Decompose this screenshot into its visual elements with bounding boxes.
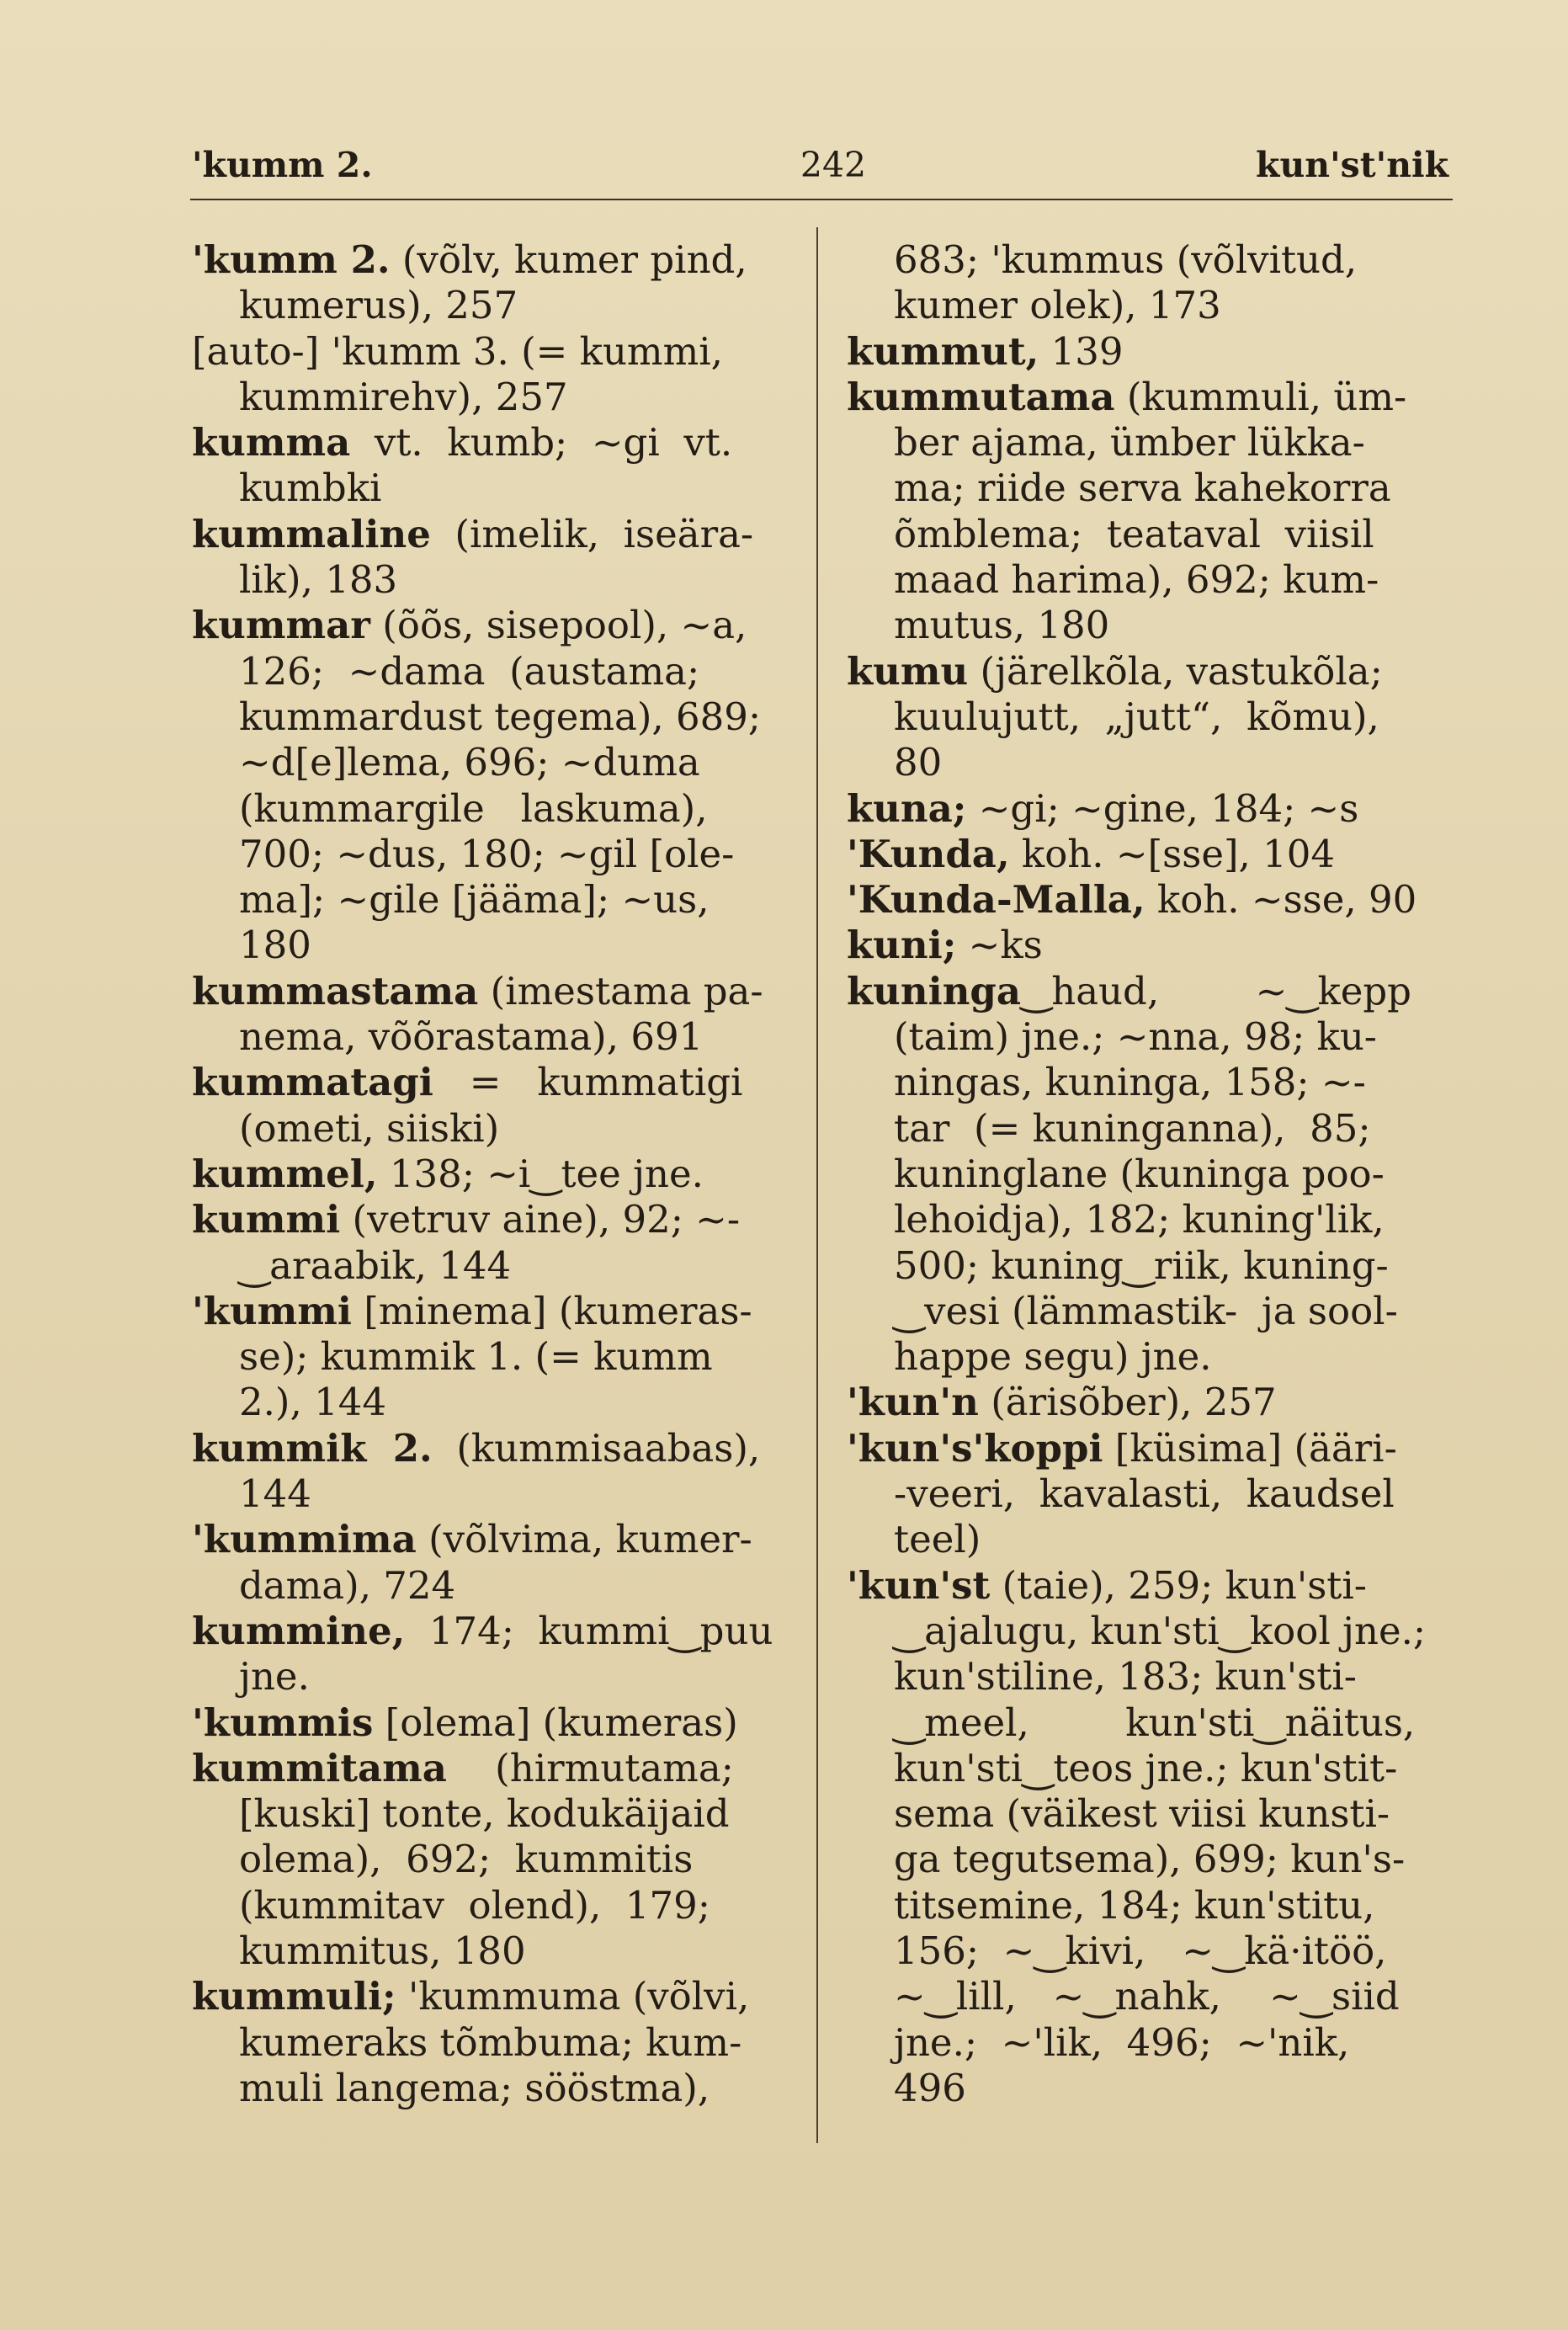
headword: kummi xyxy=(192,1197,341,1242)
column-divider xyxy=(816,227,818,2143)
headword: kuni; xyxy=(847,923,957,968)
entry-line: kummitama (hirmutama; xyxy=(192,1745,734,1790)
entry-line: mutus, 180 xyxy=(894,603,1110,648)
headword: kummik 2. xyxy=(192,1425,433,1471)
entry-line: jne.; ~'lik, 496; ~'nik, xyxy=(894,2019,1350,2065)
entry-line: ma]; ~gile [jääma]; ~us, xyxy=(239,877,710,923)
entry-line: kummar (õõs, sisepool), ~a, xyxy=(192,603,747,648)
headword: kummar xyxy=(192,603,370,648)
entry-line: 496 xyxy=(894,2065,966,2110)
headword: kummitama xyxy=(192,1745,447,1790)
entry-line: titsemine, 184; kun'stitu, xyxy=(894,1882,1375,1928)
entry-line: ~d[e]lema, 696; ~duma xyxy=(239,740,700,785)
right-column xyxy=(847,237,1446,2111)
entry-line: muli langema; sööstma), xyxy=(239,2065,710,2110)
entry-line: kun'stiline, 183; kun'sti- xyxy=(894,1654,1357,1700)
entry-line: 156; ~‿kivi, ~‿kä·itöö, xyxy=(894,1928,1387,1973)
entry-line: kumeraks tõmbuma; kum- xyxy=(239,2019,742,2065)
headword: 'kummima xyxy=(192,1517,417,1562)
entry-line: 80 xyxy=(894,740,943,785)
headword: kummutama xyxy=(847,374,1115,419)
entry-line: kumerus), 257 xyxy=(239,283,518,328)
headword: kummatagi xyxy=(192,1060,433,1105)
entry-line: kumma vt. kumb; ~gi vt. xyxy=(192,420,733,465)
entry-line: 500; kuning‿riik, kuning- xyxy=(894,1242,1389,1288)
entry-line: (taim) jne.; ~nna, 98; ku- xyxy=(894,1014,1378,1060)
entry-line: (kummargile laskuma), xyxy=(239,785,708,831)
page-number: 242 xyxy=(800,145,867,185)
entry-line: -veeri, kavalasti, kaudsel xyxy=(894,1471,1395,1517)
entry-line: kuni; ~ks xyxy=(847,923,1043,968)
entry-line: kummatagi = kummatigi xyxy=(192,1060,743,1105)
headword: kummaline xyxy=(192,511,431,556)
headword: 'Kunda, xyxy=(847,831,1010,876)
entry-line: 'kummima (võlvima, kumer- xyxy=(192,1517,752,1562)
headword: kummuli; xyxy=(192,1974,396,2019)
entry-line: kummi (vetruv aine), 92; ~- xyxy=(192,1197,741,1242)
entry-line: jne. xyxy=(239,1654,310,1700)
entry-line: [auto-] 'kumm 3. (= kummi, xyxy=(192,328,723,374)
entry-line: kumu (järelkõla, vastukõla; xyxy=(847,648,1383,694)
entry-line: 'Kunda, koh. ~[sse], 104 xyxy=(847,831,1336,876)
entry-line: kuninga‿haud, ~‿kepp xyxy=(847,968,1411,1013)
entry-line: nema, võõrastama), 691 xyxy=(239,1014,704,1060)
entry-line: kummine, 174; kummi‿puu xyxy=(192,1608,773,1653)
entry-line: ‿araabik, 144 xyxy=(239,1242,512,1288)
headword: kumma xyxy=(192,420,351,465)
entry-line: teel) xyxy=(894,1517,981,1562)
headword: 'kun'n xyxy=(847,1380,979,1425)
entry-line: kun'sti‿teos jne.; kun'stit- xyxy=(894,1745,1398,1790)
entry-line: ningas, kuninga, 158; ~- xyxy=(894,1060,1366,1105)
left-column xyxy=(192,237,791,2111)
entry-line: 'kun's'koppi [küsima] (ääri- xyxy=(847,1425,1397,1471)
entry-line: 'kummis [olema] (kumeras) xyxy=(192,1700,738,1745)
headword: kuna; xyxy=(847,785,967,831)
running-head-left: 'kumm 2. xyxy=(192,145,373,185)
entry-line: kumbki xyxy=(239,465,382,511)
running-head-right: kun'st'nik xyxy=(1256,145,1448,185)
headword: 'kumm 2. xyxy=(192,237,391,282)
headword: 'kun'st xyxy=(847,1562,991,1608)
entry-line: kummitus, 180 xyxy=(239,1928,526,1973)
headword: kuninga xyxy=(847,968,1022,1013)
entry-line: kummik 2. (kummisaabas), xyxy=(192,1425,761,1471)
entry-line: lehoidja), 182; kuning'lik, xyxy=(894,1197,1385,1242)
entry-line: sema (väikest viisi kunsti- xyxy=(894,1791,1390,1837)
headword: 'Kunda-Malla, xyxy=(847,877,1145,923)
entry-line: olema), 692; kummitis xyxy=(239,1837,694,1882)
entry-line: kummuli; 'kummuma (võlvi, xyxy=(192,1974,750,2019)
headword: kumu xyxy=(847,648,969,694)
headword: kummel, xyxy=(192,1151,378,1196)
entry-line: dama), 724 xyxy=(239,1562,456,1608)
entry-line: (kummitav olend), 179; xyxy=(239,1882,710,1928)
entry-line: kummirehv), 257 xyxy=(239,374,568,419)
entry-line: ‿vesi (lämmastik- ja sool- xyxy=(894,1288,1398,1333)
entry-line: 683; 'kummus (võlvitud, xyxy=(894,237,1358,282)
header-rule xyxy=(190,199,1453,200)
entry-line: happe segu) jne. xyxy=(894,1334,1212,1380)
entry-line: kummastama (imestama pa- xyxy=(192,968,763,1013)
entry-line: 'kun'st (taie), 259; kun'sti- xyxy=(847,1562,1367,1608)
entry-line: lik), 183 xyxy=(239,557,398,603)
headword: kummut, xyxy=(847,328,1039,374)
entry-line: maad harima), 692; kum- xyxy=(894,557,1379,603)
entry-line: kuninglane (kuninga poo- xyxy=(894,1151,1385,1196)
headword: kummine, xyxy=(192,1608,406,1653)
entry-line: ber ajama, ümber lükka- xyxy=(894,420,1365,465)
entry-line: kummel, 138; ~i‿tee jne. xyxy=(192,1151,704,1196)
entry-line: 144 xyxy=(239,1471,311,1517)
entry-line: kummutama (kummuli, üm- xyxy=(847,374,1407,419)
entry-line: ma; riide serva kahekorra xyxy=(894,465,1391,511)
headword: kummastama xyxy=(192,968,479,1013)
entry-line: ‿ajalugu, kun'sti‿kool jne.; xyxy=(894,1608,1427,1653)
entry-line: ~‿lill, ~‿nahk, ~‿siid xyxy=(894,1974,1400,2019)
entry-line: 700; ~dus, 180; ~gil [ole- xyxy=(239,831,735,876)
entry-line: 'kumm 2. (võlv, kumer pind, xyxy=(192,237,747,282)
entry-line: 126; ~dama (austama; xyxy=(239,648,700,694)
entry-line: kumer olek), 173 xyxy=(894,283,1221,328)
entry-line: ‿meel, kun'sti‿näitus, xyxy=(894,1700,1416,1745)
entry-line: 'Kunda-Malla, koh. ~sse, 90 xyxy=(847,877,1417,923)
entry-line: kummut, 139 xyxy=(847,328,1124,374)
entry-line: kuna; ~gi; ~gine, 184; ~s xyxy=(847,785,1359,831)
entry-line: õmblema; teataval viisil xyxy=(894,511,1374,556)
headword: 'kummis xyxy=(192,1700,374,1745)
entry-line: se); kummik 1. (= kumm xyxy=(239,1334,713,1380)
headword: 'kummi xyxy=(192,1288,352,1333)
entry-line: [kuski] tonte, kodukäijaid xyxy=(239,1791,730,1837)
entry-line: 2.), 144 xyxy=(239,1380,386,1425)
entry-line: 180 xyxy=(239,923,311,968)
entry-line: ga tegutsema), 699; kun's- xyxy=(894,1837,1406,1882)
entry-line: tar (= kuninganna), 85; xyxy=(894,1105,1371,1151)
entry-line: (ometi, siiski) xyxy=(239,1105,500,1151)
entry-line: kummardust tegema), 689; xyxy=(239,694,762,739)
entry-line: 'kummi [minema] (kumeras- xyxy=(192,1288,752,1333)
entry-line: 'kun'n (ärisõber), 257 xyxy=(847,1380,1277,1425)
entry-line: kuulujutt, „jutt“, kõmu), xyxy=(894,694,1379,739)
entry-line: kummaline (imelik, iseära- xyxy=(192,511,754,556)
headword: 'kun's'koppi xyxy=(847,1425,1103,1471)
